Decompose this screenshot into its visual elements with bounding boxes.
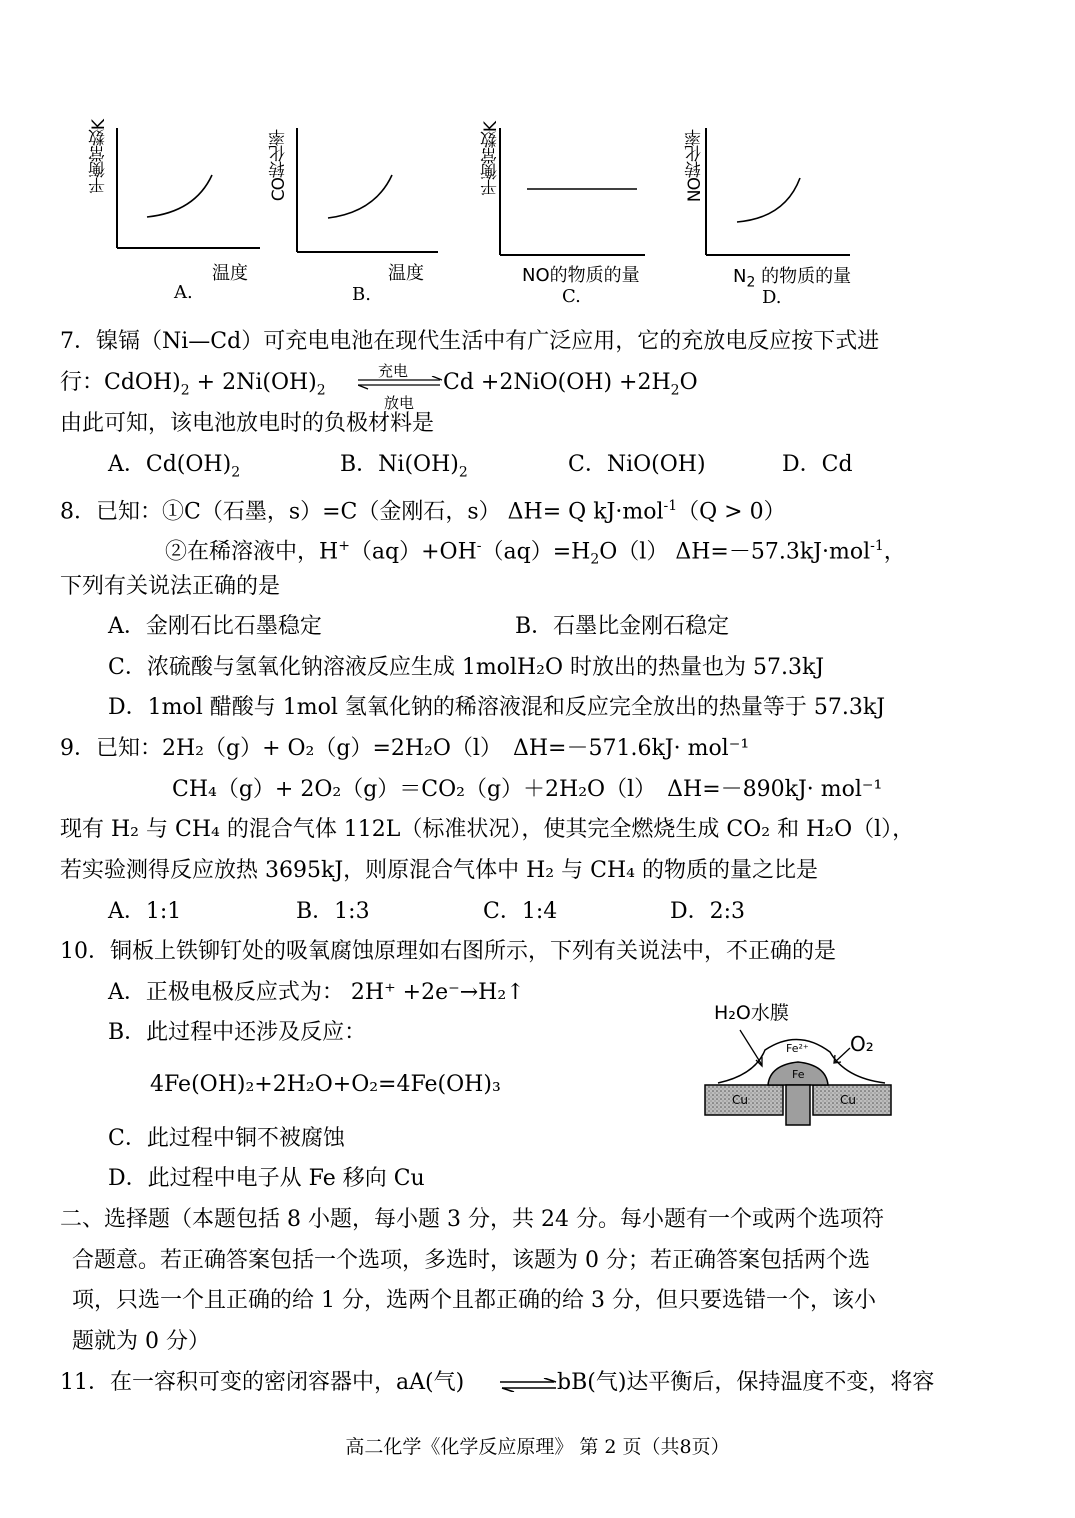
graph-b xyxy=(297,128,438,252)
q10-option-b-equation: 4Fe(OH)₂+2H₂O+O₂=4Fe(OH)₃ xyxy=(150,1072,501,1097)
corrosion-cu-left-label: Cu xyxy=(732,1093,748,1107)
q10-option-b: B．此过程中还涉及反应： xyxy=(108,1020,367,1045)
q9-option-d: D．2:3 xyxy=(670,899,746,924)
q10-option-c: C．此过程中铜不被腐蚀 xyxy=(108,1126,345,1151)
corrosion-fe-ion-label: Fe²⁺ xyxy=(786,1042,809,1055)
q9-option-b: B．1:3 xyxy=(296,899,370,924)
q8-option-b: B．石墨比金刚石稳定 xyxy=(515,614,730,639)
graph-d-letter: D. xyxy=(762,287,782,308)
q10-option-a: A．正极电极反应式为： 2H⁺ +2e⁻→H₂↑ xyxy=(108,980,525,1005)
section2-line4: 题就为 0 分） xyxy=(72,1329,210,1354)
q7-option-d: D．Cd xyxy=(782,452,853,477)
q9-line4: 若实验测得反应放热 3695kJ，则原混合气体中 H₂ 与 CH₄ 的物质的量之比是 xyxy=(60,858,818,883)
q8-line1: 8．已知：①C（石墨，s）=C（金刚石，s） ΔH= Q kJ·mol$^{-1}$（Q > 0） xyxy=(60,498,786,525)
corrosion-o2-label: O₂ xyxy=(850,1032,874,1056)
q7-line2-right: $Cd +2NiO(OH) +2H_2O$ xyxy=(443,370,698,399)
q7-line1: 7．镍镉（Ni—Cd）可充电电池在现代生活中有广泛应用，它的充放电反应按下式进 xyxy=(60,329,880,354)
q10-option-d: D．此过程中电子从 Fe 移向 Cu xyxy=(108,1166,425,1191)
graph-b-letter: B. xyxy=(352,284,371,305)
q7-arrow-top-label: 充电 xyxy=(378,362,409,380)
q9-option-c: C．1:4 xyxy=(483,899,558,924)
q8-line3: 下列有关说法正确的是 xyxy=(60,574,281,599)
q8-line2: ②在稀溶液中，$H^+(aq)+OH^-(aq)=H_2O(l)$ ΔH=－57.3kJ·mol$^{-1}$， xyxy=(165,538,906,568)
q9-line1: 9．已知：2H₂（g）+ O₂（g）=2H₂O（l） ΔH=－571.6kJ· mol⁻¹ xyxy=(60,736,750,761)
q9-line2: CH₄（g）+ 2O₂（g）＝CO₂（g）＋2H₂O（l） ΔH=－890kJ· mol⁻¹ xyxy=(172,777,883,802)
graph-c-ylabel: 平衡常数K xyxy=(481,122,501,197)
q11-line1-left: 11．在一容积可变的密闭容器中，aA(气) xyxy=(60,1370,465,1395)
section2-line1: 二、选择题（本题包括 8 小题，每小题 3 分，共 24 分。每小题有一个或两个选项符 xyxy=(60,1207,884,1232)
graph-a-letter: A. xyxy=(174,282,193,303)
graph-a-xlabel: 温度 xyxy=(212,263,248,284)
graph-b-xlabel: 温度 xyxy=(388,263,424,284)
q7-line2: 行：$CdOH)_2 + 2Ni(OH)_2$ xyxy=(60,370,326,399)
q8-option-d: D．1mol 醋酸与 1mol 氢氧化钠的稀溶液混和反应完全放出的热量等于 57.3kJ xyxy=(108,695,886,720)
graph-a-ylabel: 平衡常数K xyxy=(89,120,109,195)
graph-c xyxy=(500,128,645,255)
corrosion-water-label: H₂O水膜 xyxy=(714,1002,789,1024)
corrosion-cu-right-label: Cu xyxy=(840,1093,856,1107)
graph-d-xlabel: $N_2$ 的物质的量 xyxy=(733,266,852,291)
graph-d-ylabel: NO转化率 xyxy=(685,130,705,203)
graph-c-xlabel: NO的物质的量 xyxy=(522,265,640,286)
corrosion-fe-label: Fe xyxy=(792,1068,805,1081)
section2-line2: 合题意。若正确答案包括一个选项，多选时，该题为 0 分；若正确答案包括两个选 xyxy=(72,1248,870,1273)
q11-equilibrium-arrow xyxy=(500,1378,558,1392)
section2-line3: 项，只选一个且正确的给 1 分，选两个且都正确的给 3 分，但只要选错一个，该小 xyxy=(72,1288,876,1313)
corrosion-figure xyxy=(700,990,900,1130)
page-footer: 高二化学《化学反应原理》 第 2 页（共8页） xyxy=(345,1436,730,1458)
q7-option-c: C．NiO(OH) xyxy=(568,452,706,477)
q9-option-a: A．1:1 xyxy=(108,899,182,924)
q10-line1: 10．铜板上铁铆钉处的吸氧腐蚀原理如右图所示，下列有关说法中，不正确的是 xyxy=(60,939,836,964)
q8-option-c: C．浓硫酸与氢氧化钠溶液反应生成 1molH₂O 时放出的热量也为 57.3kJ xyxy=(108,655,825,680)
graph-b-ylabel: CO转化率 xyxy=(269,130,289,202)
graph-a xyxy=(117,128,260,248)
q7-reversible-arrow xyxy=(358,376,444,390)
q7-option-b: B．$Ni(OH)_2$ xyxy=(340,452,468,481)
q8-option-a: A．金刚石比石墨稳定 xyxy=(108,614,322,639)
q11-line1-right: bB(气)达平衡后，保持温度不变，将容 xyxy=(557,1370,935,1395)
graph-d xyxy=(706,128,850,255)
q9-line3: 现有 H₂ 与 CH₄ 的混合气体 112L（标准状况），使其完全燃烧生成 CO₂ 和 H₂O（l）， xyxy=(60,817,915,842)
q7-arrow-bottom-label: 放电 xyxy=(384,394,415,412)
q7-line3: 由此可知，该电池放电时的负极材料是 xyxy=(60,411,435,436)
graph-c-letter: C. xyxy=(562,286,581,307)
q7-option-a: A．$Cd(OH)_2$ xyxy=(108,452,241,481)
